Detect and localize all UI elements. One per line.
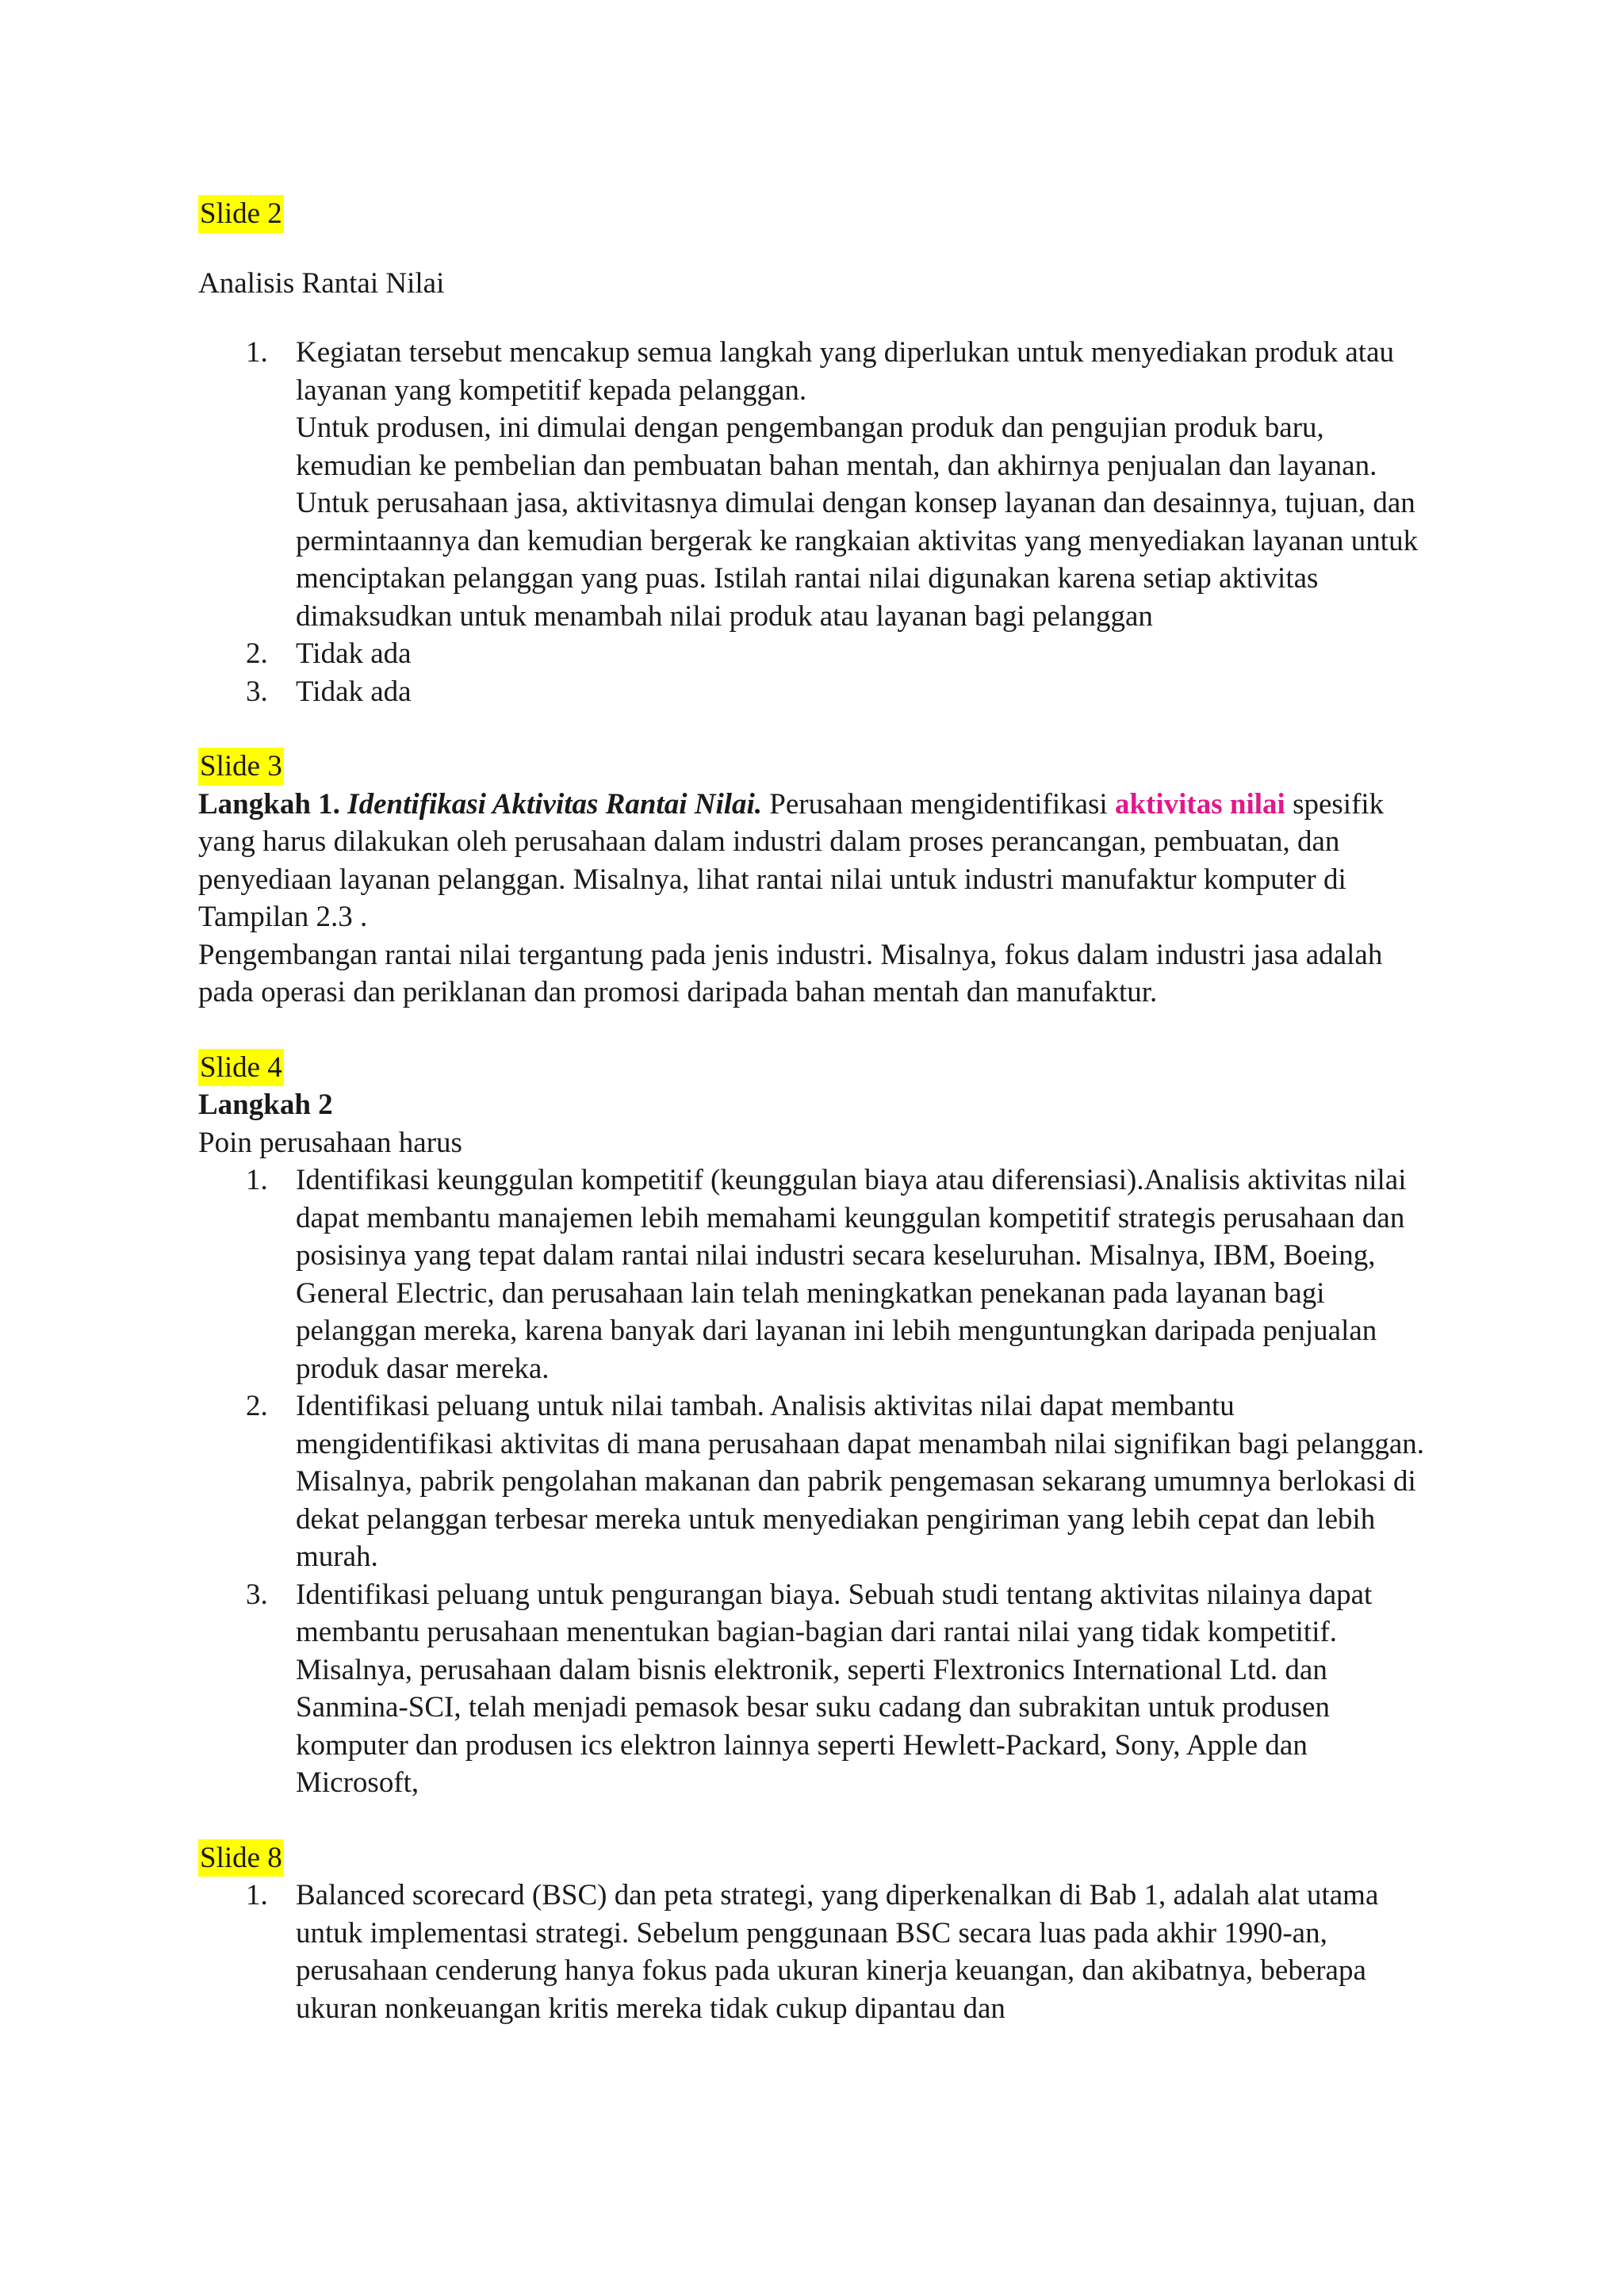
list-item	[198, 334, 1435, 635]
list-item	[198, 1576, 1435, 1802]
document-content	[198, 195, 1435, 2027]
list-item-text: Tidak ada	[296, 637, 412, 670]
accent-term: aktivitas nilai	[1114, 787, 1285, 821]
list-item-text: Kegiatan tersebut mencakup semua langkah yang diperlukan untuk menyediakan produk atau layanan yang kompetitif kepada pelanggan.	[296, 336, 1394, 407]
numbered-list	[198, 334, 1435, 710]
paragraph: Pengembangan rantai nilai tergantung pada jenis industri. Misalnya, fokus dalam industri jasa adalah pada operasi dan periklanan dan promosi daripada bahan mentah dan manufaktur.	[198, 938, 1383, 1008]
list-item	[198, 1161, 1435, 1387]
list-item-text: Tidak ada	[296, 675, 412, 708]
list-item	[198, 635, 1435, 673]
list-item	[198, 673, 1435, 711]
numbered-list	[198, 1877, 1435, 2027]
step-paragraph	[198, 786, 1435, 936]
step-label: Langkah 1.	[198, 787, 340, 821]
slide-label: Slide 8	[198, 1839, 284, 1877]
list-number: 3.	[246, 675, 268, 708]
step-heading: Langkah 2	[198, 1089, 333, 1121]
step-title: Identifikasi Aktivitas Rantai Nilai.	[347, 787, 763, 821]
list-item-text: Identifikasi peluang untuk pengurangan biaya. Sebuah studi tentang aktivitas nilainya dapat membantu perusahaan menentukan bagian-bagian dari rantai nilai yang tidak kompetitif. Misalnya, perusahaan dalam bisnis elektronik, seperti Flextronics International Ltd. dan Sanmina-SCI, telah menjadi pemasok besar suku cadang dan subrakitan untuk produsen komputer dan produsen ics elektron lainnya seperti Hewlett-Packard, Sony, Apple dan Microsoft,	[296, 1578, 1373, 1799]
list-number: 1.	[246, 1164, 268, 1196]
slide-label: Slide 4	[198, 1049, 284, 1087]
paragraph-text: spesifik yang harus dilakukan oleh perusahaan dalam industri dalam proses perancangan, pembuatan, dan penyediaan layanan pelanggan. Misalnya, lihat rantai nilai untuk industri manufaktur komputer di Tampilan 2.3 .	[198, 787, 1385, 933]
intro-text: Poin perusahaan harus	[198, 1126, 462, 1159]
list-item	[198, 1877, 1435, 2027]
slide-label: Slide 3	[198, 748, 284, 786]
list-number: 1.	[246, 1879, 268, 1911]
list-number: 3.	[246, 1578, 268, 1611]
paragraph-text: Perusahaan mengidentifikasi	[769, 787, 1108, 821]
slide-label: Slide 2	[198, 195, 284, 233]
list-number: 2.	[246, 1390, 268, 1422]
list-number: 2.	[246, 637, 268, 670]
list-item-text: Balanced scorecard (BSC) dan peta strategi, yang diperkenalkan di Bab 1, adalah alat utama untuk implementasi strategi. Sebelum penggunaan BSC secara luas pada akhir 1990-an, perusahaan cenderung hanya fokus pada ukuran kinerja keuangan, dan akibatnya, beberapa ukuran nonkeuangan kritis mereka tidak cukup dipantau dan	[296, 1879, 1379, 2025]
list-item-text: Identifikasi keunggulan kompetitif (keunggulan biaya atau diferensiasi).Analisis aktivitas nilai dapat membantu manajemen lebih memahami keunggulan kompetitif strategis perusahaan dan posisinya yang tepat dalam rantai nilai industri secara keseluruhan. Misalnya, IBM, Boeing, General Electric, dan perusahaan lain telah meningkatkan penekanan pada layanan bagi pelanggan mereka, karena banyak dari layanan ini lebih menguntungkan daripada penjualan produk dasar mereka.	[296, 1164, 1407, 1385]
section-slide-2	[198, 195, 1435, 710]
list-item-text: Identifikasi peluang untuk nilai tambah. Analisis aktivitas nilai dapat membantu mengidentifikasi aktivitas di mana perusahaan dapat menambah nilai signifikan bagi pelanggan. Misalnya, pabrik pengolahan makanan dan pabrik pengemasan sekarang umumnya berlokasi di dekat pelanggan terbesar mereka untuk menyediakan pengiriman yang lebih cepat dan lebih murah.	[296, 1390, 1425, 1573]
section-slide-8	[198, 1839, 1435, 2028]
section-title: Analisis Rantai Nilai	[198, 266, 445, 300]
numbered-list	[198, 1161, 1435, 1802]
section-slide-3	[198, 748, 1435, 1012]
section-slide-4	[198, 1049, 1435, 1802]
list-item-text-continued: Untuk produsen, ini dimulai dengan pengembangan produk dan pengujian produk baru, kemudian ke pembelian dan pembuatan bahan mentah, dan akhirnya penjualan dan layanan. Untuk perusahaan jasa, aktivitasnya dimulai dengan konsep layanan dan desainnya, tujuan, dan permintaannya dan kemudian bergerak ke rangkaian aktivitas yang menyediakan layanan untuk menciptakan pelanggan yang puas. Istilah rantai nilai digunakan karena setiap aktivitas dimaksudkan untuk menambah nilai produk atau layanan bagi pelanggan	[296, 411, 1419, 633]
list-number: 1.	[246, 336, 268, 369]
list-item	[198, 1387, 1435, 1576]
